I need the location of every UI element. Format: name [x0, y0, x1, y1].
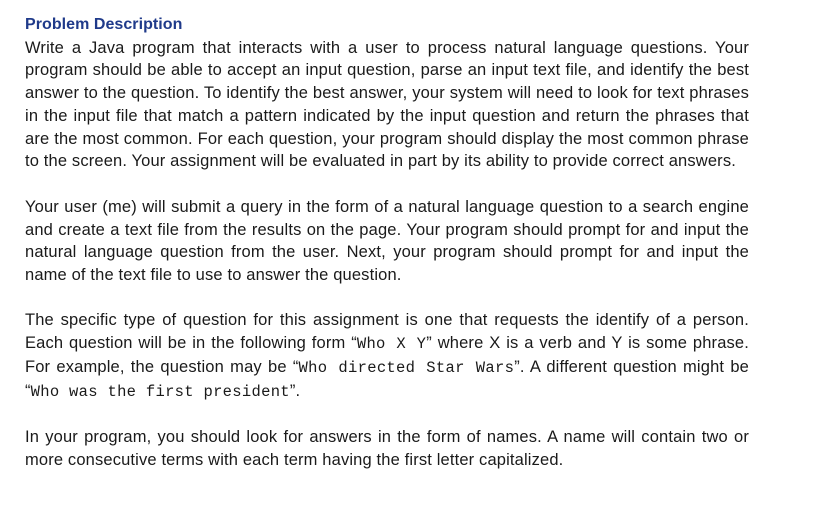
code-example-question: Who directed Star Wars — [298, 359, 515, 378]
question-type-text: ”. — [289, 381, 301, 400]
paragraph-spacer — [25, 287, 749, 310]
document-body — [25, 14, 749, 472]
code-question-form: Who X Y — [356, 335, 427, 354]
code-alternate-question: Who was the first president — [30, 382, 290, 401]
paragraph-answer-names: In your program, you should look for answers in the form of names. A name will contain two or more consecutive terms with each term having the first letter capitalized. — [25, 428, 749, 469]
paragraph-spacer — [25, 404, 749, 427]
paragraph-user-query: Your user (me) will submit a query in the form of a natural language question to a search engine and create a text file from the results on the page. Your program should prompt for and input the natural language question from the user. Next, your program should prompt for and input the name of the text file to use to answer the question. — [25, 197, 749, 285]
paragraph-spacer — [25, 173, 749, 196]
section-heading: Problem Description — [25, 16, 183, 33]
question-type-text: ”. A different question might be “ — [25, 358, 750, 400]
paragraph-question-type — [25, 309, 749, 403]
question-type-text: The specific type of question for this assignment is one that requests the identify of a person. Each question will be in the following form “ — [25, 311, 749, 353]
question-type-text: ” where X is a verb and Y is some phrase. For example, the question may be “ — [25, 334, 749, 377]
paragraph-intro: Write a Java program that interacts with a user to process natural language questions. Your program should be able to accept an input question, parse an input text file, and identify the best answer to the question. To identify the best answer, your system will need to look for text phrases in the input file that match a pattern indicated by the input question and return the phrases that are the most common. For each question, your program should display the most common phrase to the screen. Your assignment will be evaluated in part by its ability to provide correct answers. — [25, 38, 749, 171]
